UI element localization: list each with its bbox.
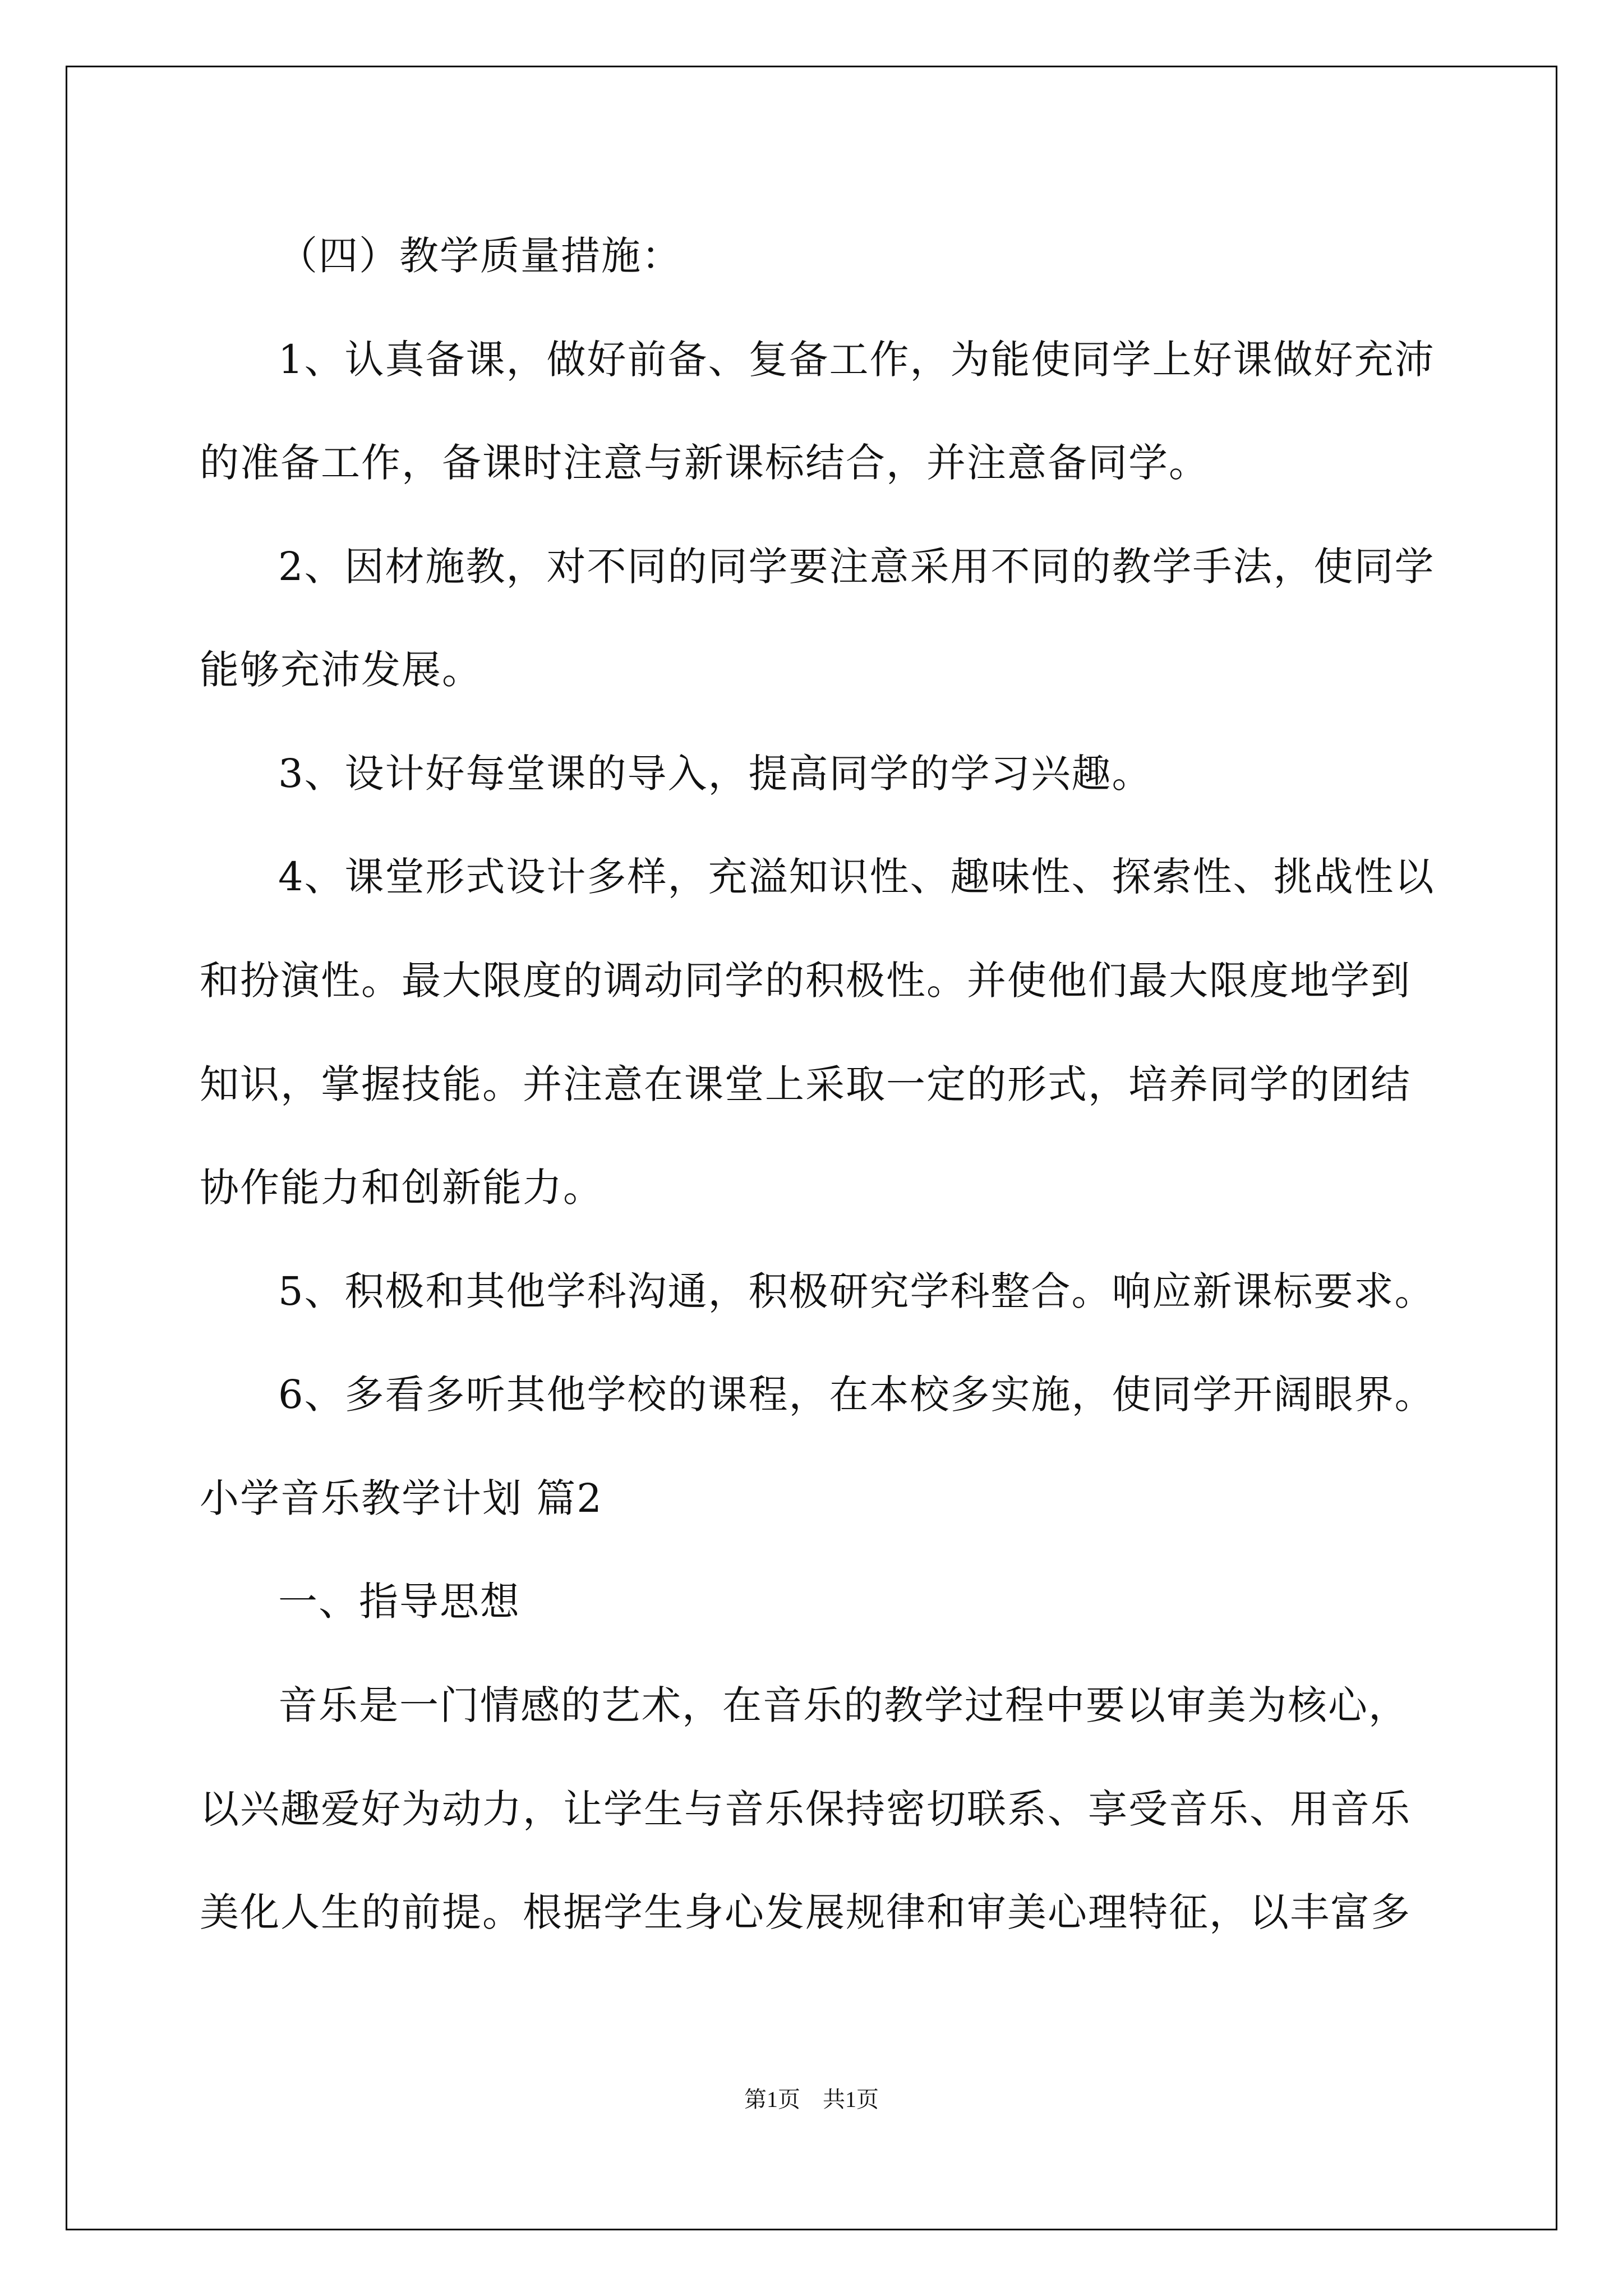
paragraph-line: 1、认真备课，做好前备、复备工作，为能使同学上好课做好充沛 <box>278 337 1435 383</box>
paragraph-line: 3、设计好每堂课的导入，提高同学的学习兴趣。 <box>278 751 1152 797</box>
paragraph-line: 6、多看多听其他学校的课程，在本校多实施，使同学开阔眼界。 <box>278 1372 1435 1418</box>
page-footer: 第1页 共1页 <box>744 2087 879 2112</box>
subsection-heading: 一、指导思想 <box>278 1579 520 1625</box>
paragraph-line: 2、因材施教，对不同的同学要注意采用不同的教学手法，使同学 <box>278 544 1435 590</box>
paragraph-line: 4、课堂形式设计多样，充溢知识性、趣味性、探索性、挑战性以 <box>278 854 1435 900</box>
paragraph-line: 美化人生的前提。根据学生身心发展规律和审美心理特征，以丰富多 <box>200 1889 1411 1935</box>
paragraph-line: 知识，掌握技能。并注意在课堂上采取一定的形式，培养同学的团结 <box>200 1061 1411 1107</box>
paragraph-line: 5、积极和其他学科沟通，积极研究学科整合。响应新课标要求。 <box>278 1268 1435 1314</box>
paragraph-line: 能够充沛发展。 <box>200 647 482 693</box>
section-heading: （四）教学质量措施： <box>278 233 682 279</box>
paragraph-line: 和扮演性。最大限度的调动同学的积极性。并使他们最大限度地学到 <box>200 958 1411 1004</box>
paragraph-line: 协作能力和创新能力。 <box>200 1165 603 1211</box>
plan-title: 小学音乐教学计划 篇2 <box>200 1475 603 1521</box>
paragraph-line: 的准备工作，备课时注意与新课标结合，并注意备同学。 <box>200 440 1209 486</box>
paragraph-line: 音乐是一门情感的艺术，在音乐的教学过程中要以审美为核心， <box>278 1682 1409 1728</box>
paragraph-line: 以兴趣爱好为动力，让学生与音乐保持密切联系、享受音乐、用音乐 <box>200 1786 1411 1832</box>
